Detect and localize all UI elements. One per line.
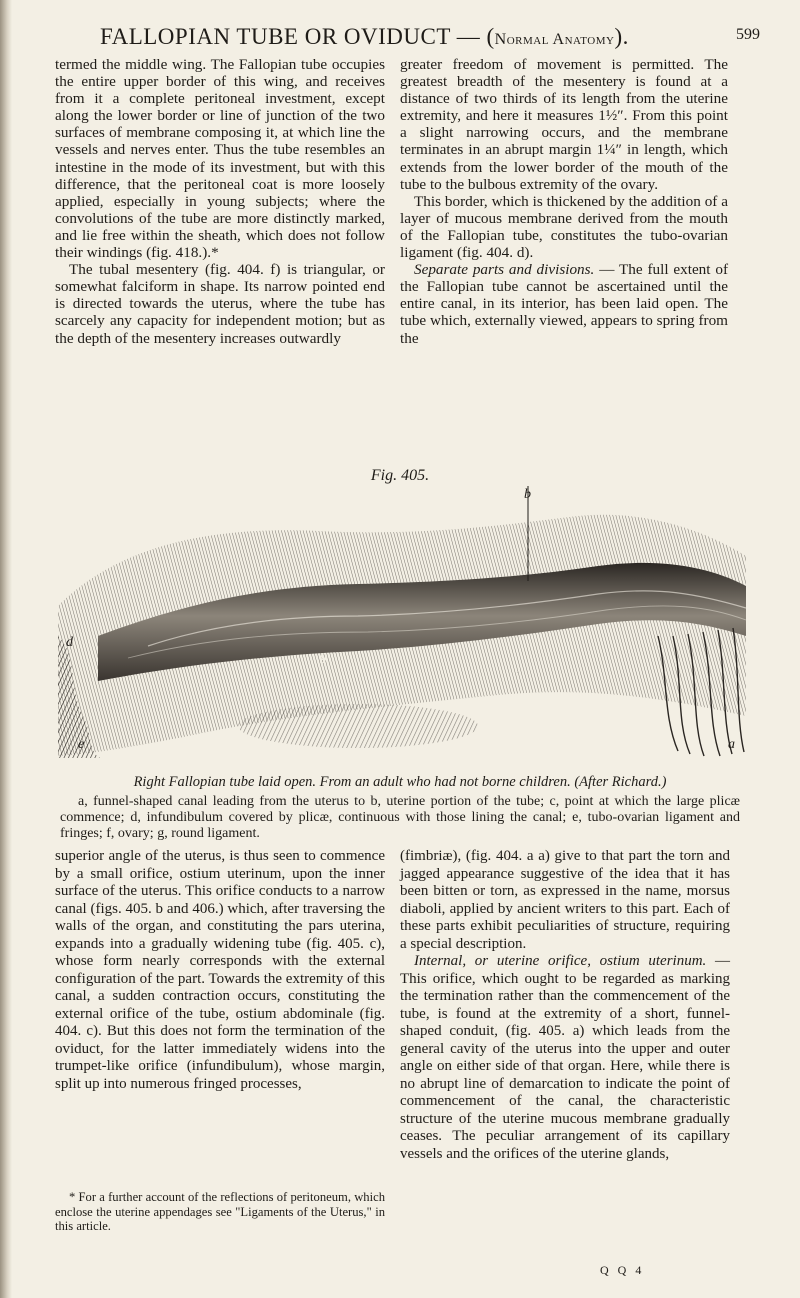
caption-body: a, funnel-shaped canal leading from the uterus to b, uterine portion of the tube; c, point at which the large plicæ commence; d, infundibulum covered by plicæ, continuous with those lining the canal; e, tubo-ovarian ligament and fringes; f, ovary; g, round ligament. <box>60 794 740 841</box>
page-edge-shadow <box>0 0 12 1298</box>
footnote <box>55 1190 385 1234</box>
column-top-left <box>55 56 385 347</box>
anatomical-engraving <box>58 486 746 758</box>
paragraph: greater freedom of movement is permitted. The greatest breadth of the mesentery is found at a distance of two thirds of its length from the uterine extremity, and here it measures 1½″. From this point a slight narrowing occurs, and the membrane terminates in an abrupt margin 1¼″ in length, which extends from the lower border of the mouth of the tube to the bulbous extremity of the ovary. <box>400 56 728 193</box>
ovary <box>238 704 478 748</box>
fig-letter-g: g <box>320 649 327 664</box>
paragraph: superior angle of the uterus, is thus seen to commence by a small orifice, ostium uterinum, upon the inner surface of the uterus. This orifice conducts to a narrow canal (figs. 405. b and 406.) which, after traversing the walls of the organ, and constituting the pars uterina, expands into a gradually widening tube (fig. 405. c), whose form nearly corresponds with the external configuration of the part. Towards the extremity of this canal, a sudden contraction occurs, constituting the external orifice of the tube, ostium abdominale (fig. 404. c). But this does not form the termination of the oviduct, for the latter immediately widens into the trumpet-like orifice (infundibulum), whose margin, split up into numerous fringed processes, <box>55 848 385 1092</box>
paragraph: This border, which is thickened by the addition of a layer of mucous membrane derived from the mouth of the Fallopian tube, constitutes the tubo-ovarian ligament (fig. 404. d). <box>400 192 728 262</box>
paragraph: termed the middle wing. The Fallopian tube occupies the entire upper border of this wing, and receives from it a complete peritoneal investment, except along the lower border or line of junction of the two surfaces of membrane composing it, at which line the vessels and nerves enter. Thus the tube resembles an intestine in the mode of its investment, but with this difference, that the peritoneal coat is more loosely applied, especially in young subjects; where the convolutions of the tube are more distinctly marked, and lie free within the sheath, which does not follow their windings (fig. 418.).* <box>55 56 385 262</box>
section-heading: Internal, or uterine orifice, ostium uterinum. <box>414 953 707 969</box>
figure-label: Fig. 405. <box>370 467 430 484</box>
title-main: FALLOPIAN TUBE OR OVIDUCT — ( <box>100 24 495 49</box>
paragraph <box>400 261 728 346</box>
title-small: Normal Anatomy <box>494 31 615 48</box>
fig-letter-b: b <box>524 487 531 502</box>
paragraph: The tubal mesentery (fig. 404. f) is triangular, or somewhat falciform in shape. Its narrow pointed end is directed towards the uterus, where the tube has scarcely any capacity for independent motion; but as the depth of the mesentery increases outwardly <box>55 261 385 347</box>
column-bottom-left <box>55 848 385 1093</box>
fig-letter-a: a <box>728 737 735 752</box>
fig-letter-d: d <box>66 635 73 650</box>
footnote-text: * For a further account of the reflections of peritoneum, which enclose the uterine appendages see "Ligaments of the Uterus," in this article. <box>55 1190 385 1233</box>
section-heading: Separate parts and divisions. <box>414 261 595 279</box>
paragraph-text: — This orifice, which ought to be regarded as marking the termination rather than the commencement of the tube, is found at the extremity of a short, funnel-shaped conduit, (fig. 405. a) which leads from the general cavity of the uterus into the upper and outer angle on either side of that organ. Here, while there is no abrupt line of demarcation to indicate the point of commencement of the canal, the characteristic structure of the uterine mucous membrane gradually ceases. The peculiar arrangement of its capillary vessels and the orifices of the uterine glands, <box>400 953 730 1162</box>
paragraph-text: — The full extent of the Fallopian tube cannot be ascertained until the entire canal, in its interior, has been laid open. The tube which, externally viewed, appears to spring from the <box>400 261 729 347</box>
fig-letter-e: e <box>78 737 85 752</box>
column-bottom-right <box>400 848 730 1163</box>
fallopian-tube-illustration <box>58 486 746 758</box>
signature-mark: Q Q 4 <box>600 1263 645 1277</box>
caption-title: Right Fallopian tube laid open. From an adult who had not borne children. (After Richard.) <box>133 774 667 790</box>
running-header <box>40 24 760 52</box>
paragraph: (fimbriæ), (fig. 404. a a) give to that part the torn and jagged appearance suggestive of the idea that it has been bitten or torn, as expressed in the name, morsus diaboli, applied by ancient writers to this part. Each of these parts exhibit peculiarities of structure, requiring a special description. <box>400 848 730 952</box>
page-number: 599 <box>736 26 760 43</box>
page-title <box>100 24 629 50</box>
column-top-right <box>400 56 728 347</box>
figure-caption <box>60 774 740 842</box>
title-end: ). <box>614 24 629 49</box>
paragraph <box>400 953 730 1163</box>
